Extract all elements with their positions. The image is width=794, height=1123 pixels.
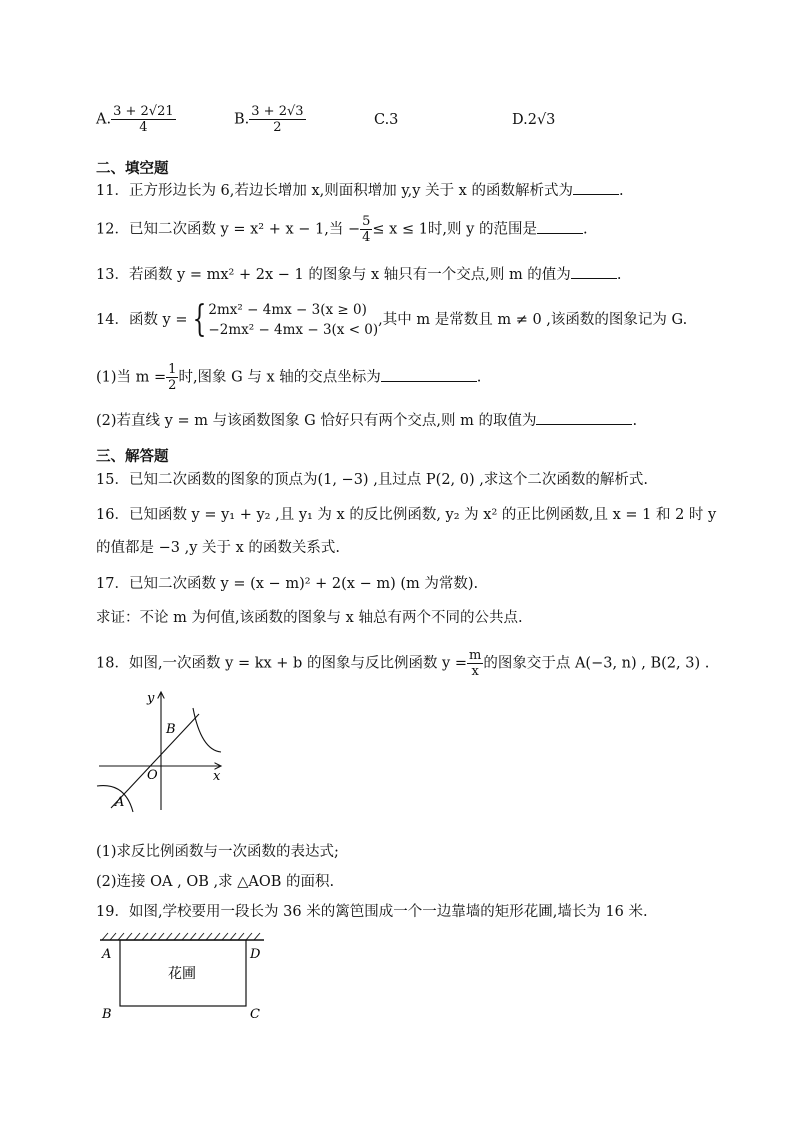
question-14-part-1-pre: (1)当 m =	[96, 369, 167, 386]
question-18-part-1: (1)求反比例函数与一次函数的表达式;	[96, 844, 339, 860]
question-14-part-1: (1)当 m = $\frac{1}{2}$ 时,图象 G 与 x 轴的交点坐标为 .	[96, 362, 482, 393]
question-18-post: 的图象交于点 A(−3, n) , B(2, 3) .	[483, 655, 710, 672]
question-17-line-2: 求证：不论 m 为何值,该函数的图象与 x 轴总有两个不同的公共点.	[96, 610, 523, 626]
question-14-part-2-text: (2)若直线 y = m 与该函数图象 G 恰好只有两个交点,则 m 的取值为	[96, 413, 537, 429]
question-14-part-1-fraction	[166, 362, 178, 393]
question-14	[96, 300, 687, 340]
question-12-pre: 12．已知二次函数 y = x² + x − 1,当 −	[96, 221, 361, 238]
question-16-line-2: 的值都是 −3 ,y 关于 x 的函数关系式.	[96, 540, 341, 556]
question-18	[96, 648, 709, 679]
question-12-numerator: 5	[362, 214, 371, 229]
question-14-part-1-denominator: 2	[168, 378, 177, 393]
answer-blank	[536, 410, 632, 425]
option-b	[234, 104, 306, 135]
question-17-line-1: 17．已知二次函数 y = (x − m)² + 2(x − m) (m 为常数).	[96, 576, 479, 592]
figure-label-b: B	[102, 1007, 112, 1022]
function-graph	[95, 686, 235, 816]
option-a-prefix: A.	[96, 111, 112, 128]
answer-blank	[573, 180, 619, 195]
question-12-post: ≤ x ≤ 1时,则 y 的范围是	[372, 221, 537, 238]
option-a-denominator: 4	[139, 120, 148, 135]
garden-figure	[96, 930, 276, 1026]
question-14-post: ,其中 m 是常数且 m ≠ 0 ,该函数的图象记为 G.	[378, 312, 688, 328]
figure-label-c: C	[250, 1007, 260, 1022]
question-16-line-1: 16．已知函数 y = y₁ + y₂ ,且 y₁ 为 x 的反比例函数, y₂ 为 x² 的正比例函数,且 x = 1 和 2 时 y	[96, 507, 717, 523]
option-b-numerator: 3 + 2√3	[251, 104, 304, 119]
answer-blank	[571, 264, 617, 279]
piecewise-case-2: −2mx² − 4mx − 3(x < 0)	[208, 322, 379, 338]
question-11: 11．正方形边长为 6,若边长增加 x,则面积增加 y,y 关于 x 的函数解析式为 .	[96, 180, 624, 201]
question-18-pre: 18．如图,一次函数 y = kx + b 的图象与反比例函数 y =	[96, 655, 468, 672]
section-answer-title: 三、解答题	[96, 449, 169, 465]
wall-hatching	[102, 933, 260, 940]
option-a	[96, 104, 176, 135]
hyperbola-branch-1	[193, 708, 221, 752]
graph-x-label: x	[213, 769, 221, 784]
option-b-denominator: 2	[273, 120, 282, 135]
question-18-denominator: x	[471, 664, 479, 679]
answer-blank	[381, 367, 477, 382]
question-14-part-2: (2)若直线 y = m 与该函数图象 G 恰好只有两个交点,则 m 的取值为 .	[96, 410, 637, 431]
figure-label-d: D	[250, 947, 261, 962]
graph-y-label: y	[147, 691, 155, 706]
graph-point-b-label: B	[166, 722, 176, 737]
option-b-prefix: B.	[234, 111, 250, 128]
option-a-numerator: 3 + 2√21	[113, 104, 174, 119]
question-12: 12．已知二次函数 y = x² + x − 1,当 − $\frac{5}{4}$ ≤ x ≤ 1时,则 y 的范围是 .	[96, 214, 588, 245]
question-11-text: 11．正方形边长为 6,若边长增加 x,则面积增加 y,y 关于 x 的函数解析式为	[96, 183, 573, 199]
figure-center-label: 花圃	[168, 966, 196, 982]
question-19: 19．如图,学校要用一段长为 36 米的篱笆围成一个一边靠墙的矩形花圃,墙长为 16 米.	[96, 904, 648, 920]
question-18-fraction	[467, 648, 483, 679]
graph-origin-label: O	[147, 768, 158, 783]
figure-label-a: A	[102, 947, 112, 962]
graph-point-a-label: A	[115, 795, 125, 810]
option-d: D.2√3	[512, 112, 556, 128]
question-15: 15．已知二次函数的图象的顶点为(1, −3) ,且过点 P(2, 0) ,求这个二次函数的解析式.	[96, 472, 648, 488]
piecewise-brace: {	[192, 299, 206, 340]
option-b-fraction	[249, 104, 305, 135]
question-12-fraction	[360, 214, 372, 245]
section-fill-in-title: 二、填空题	[96, 161, 169, 177]
option-a-fraction	[111, 104, 176, 135]
question-14-part-1-numerator: 1	[168, 362, 177, 377]
question-14-part-1-post: 时,图象 G 与 x 轴的交点坐标为	[178, 369, 381, 386]
answer-blank	[537, 219, 583, 234]
question-13: 13．若函数 y = mx² + 2x − 1 的图象与 x 轴只有一个交点,则 m 的值为 .	[96, 264, 621, 285]
piecewise-cases	[208, 300, 378, 340]
question-14-pre: 14．函数 y =	[96, 312, 188, 328]
question-18-numerator: m	[469, 648, 482, 663]
question-12-denominator: 4	[362, 230, 371, 245]
question-18-part-2: (2)连接 OA , OB ,求 △AOB 的面积.	[96, 874, 335, 890]
question-13-text: 13．若函数 y = mx² + 2x − 1 的图象与 x 轴只有一个交点,则 m 的值为	[96, 267, 571, 283]
option-c: C.3	[374, 112, 399, 128]
piecewise-case-1: 2mx² − 4mx − 3(x ≥ 0)	[208, 302, 367, 318]
